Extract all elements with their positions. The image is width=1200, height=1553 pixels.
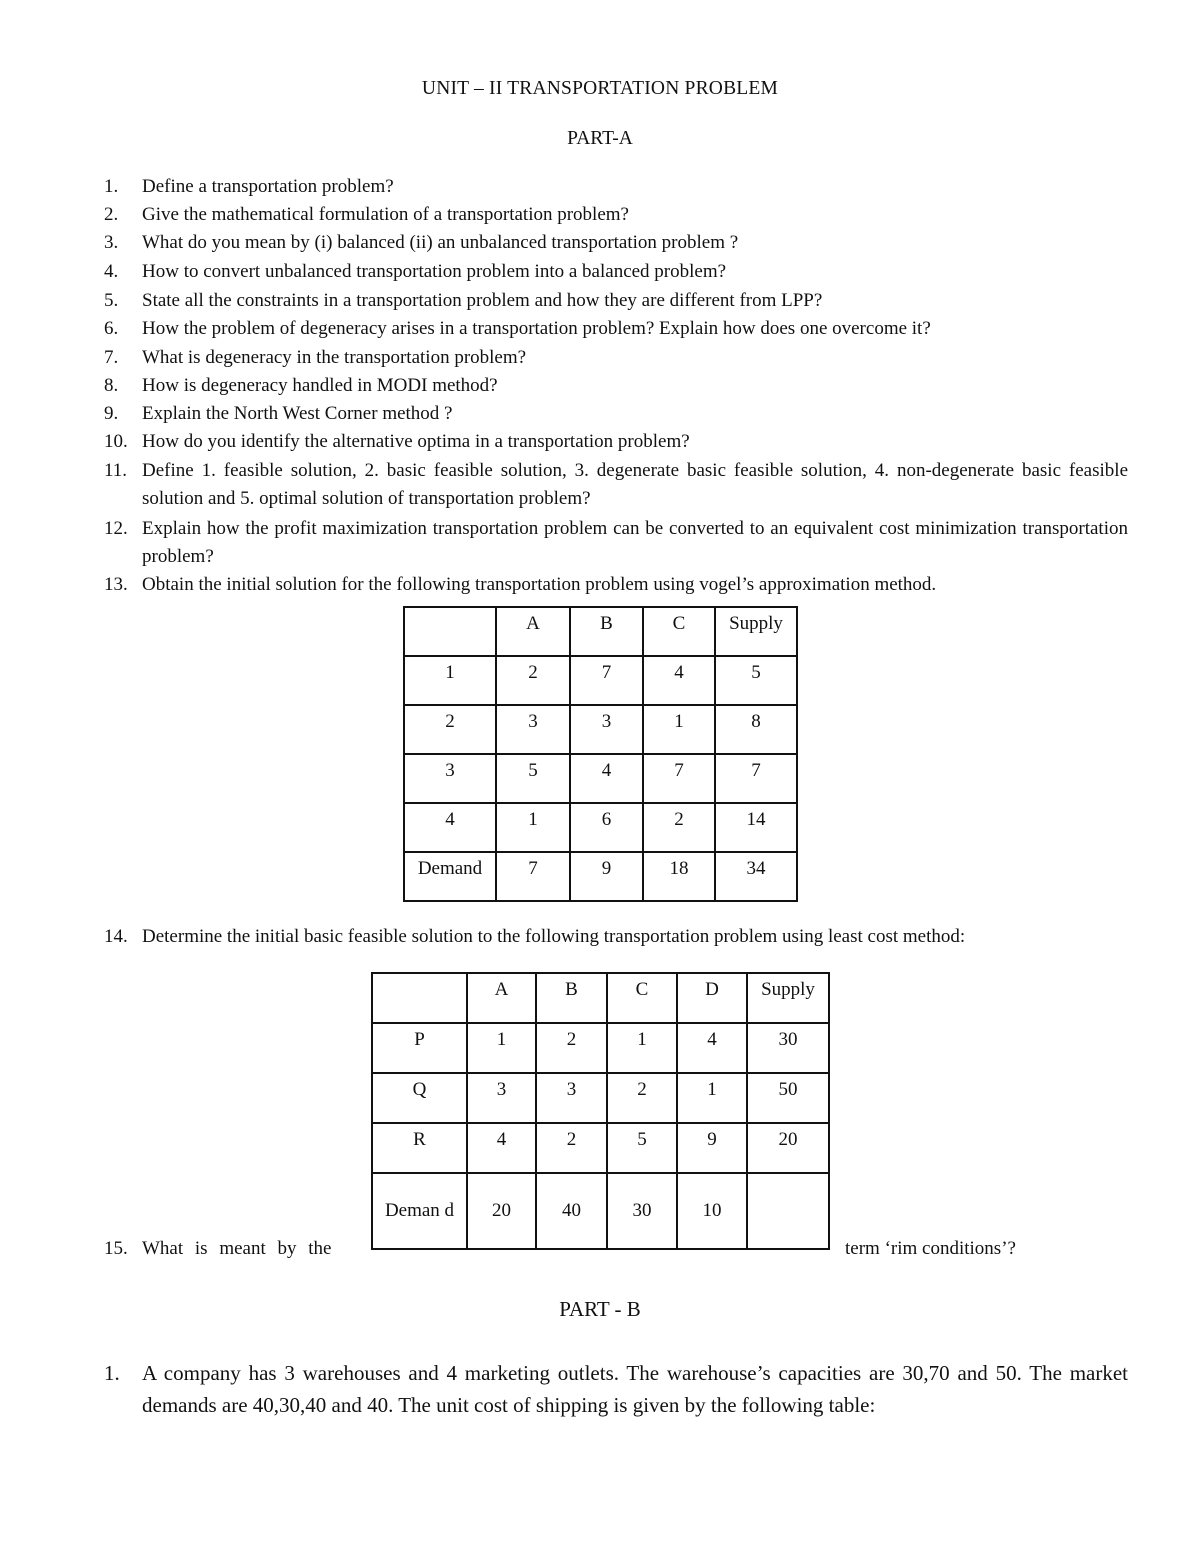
- table-cell: 1: [677, 1073, 747, 1123]
- question-number: 10.: [104, 431, 128, 452]
- question-text: State all the constraints in a transportation problem and how they are different from LPP?: [142, 290, 823, 311]
- row-label-cell: P: [372, 1023, 467, 1073]
- question-text: Explain how the profit maximization transportation problem can be converted to an equivalent cost minimization transportation problem?: [142, 518, 1128, 567]
- table-cell: 5: [715, 656, 797, 705]
- table-cell: 3: [467, 1073, 536, 1123]
- row-label-cell: R: [372, 1123, 467, 1173]
- question-2: [104, 201, 1128, 229]
- row-label-cell: Q: [372, 1073, 467, 1123]
- table-cell: 6: [570, 803, 643, 852]
- question-number: 11.: [104, 460, 128, 481]
- question-text: Define a transportation problem?: [142, 176, 394, 197]
- question-number: 5.: [104, 290, 119, 311]
- table-cell: 7: [496, 852, 570, 901]
- table-cell: 2: [643, 803, 715, 852]
- table-cell: 7: [570, 656, 643, 705]
- question-11: [104, 457, 1128, 513]
- table-cell: 4: [570, 754, 643, 803]
- question-number: 1.: [104, 1361, 120, 1385]
- question-number: 2.: [104, 204, 119, 225]
- table-header-cell: A: [467, 973, 536, 1023]
- table-cell: 10: [677, 1173, 747, 1249]
- question-number: 6.: [104, 318, 119, 339]
- question-text: How the problem of degeneracy arises in a transportation problem? Explain how does one overcome it?: [142, 318, 931, 339]
- table-row: [404, 852, 797, 901]
- row-label-cell: 4: [404, 803, 496, 852]
- question-9: [104, 400, 1128, 428]
- question-text: How is degeneracy handled in MODI method?: [142, 375, 498, 396]
- question-number: 15.: [104, 1238, 128, 1259]
- table-cell: 9: [677, 1123, 747, 1173]
- table-row: [372, 1123, 829, 1173]
- least-cost-table: [371, 972, 830, 1250]
- question-text-left: What is meant by the: [142, 1238, 332, 1259]
- table-cell: 2: [536, 1123, 607, 1173]
- table-cell: 8: [715, 705, 797, 754]
- question-number: 14.: [104, 926, 128, 947]
- question-number: 12.: [104, 518, 128, 539]
- table-cell: 14: [715, 803, 797, 852]
- question-number: 1.: [104, 176, 119, 197]
- question-5: [104, 287, 1128, 315]
- question-text: What is degeneracy in the transportation problem?: [142, 347, 527, 368]
- question-number: 13.: [104, 574, 128, 595]
- row-label-cell: 1: [404, 656, 496, 705]
- question-number: 3.: [104, 232, 119, 253]
- table-cell: 9: [570, 852, 643, 901]
- table-header-cell: Supply: [715, 607, 797, 656]
- table-header-row: [404, 607, 797, 656]
- question-text: Give the mathematical formulation of a transportation problem?: [142, 204, 629, 225]
- table-cell: 18: [643, 852, 715, 901]
- table-cell: 2: [536, 1023, 607, 1073]
- table-cell: 1: [496, 803, 570, 852]
- row-label-cell: Deman d: [372, 1173, 467, 1249]
- table-row: [404, 803, 797, 852]
- question-number: 7.: [104, 347, 119, 368]
- question-number: 4.: [104, 261, 119, 282]
- table-cell: 2: [496, 656, 570, 705]
- table-header-cell: C: [607, 973, 677, 1023]
- table-cell: [404, 607, 496, 656]
- table-row: [404, 656, 797, 705]
- question-text: Explain the North West Corner method ?: [142, 403, 453, 424]
- row-label-cell: 3: [404, 754, 496, 803]
- table-header-cell: A: [496, 607, 570, 656]
- table-cell: 5: [607, 1123, 677, 1173]
- table-header-row: [372, 973, 829, 1023]
- table-cell: 3: [536, 1073, 607, 1123]
- question-1: [104, 173, 1128, 201]
- table-cell: 7: [643, 754, 715, 803]
- table-header-cell: B: [570, 607, 643, 656]
- table-cell: 3: [496, 705, 570, 754]
- table-cell: 30: [607, 1173, 677, 1249]
- question-text-right: term ‘rim conditions’?: [845, 1238, 1016, 1259]
- question-number: 9.: [104, 403, 119, 424]
- table-cell: 1: [643, 705, 715, 754]
- table-row: [404, 705, 797, 754]
- question-4: [104, 258, 1128, 286]
- table-cell: 2: [607, 1073, 677, 1123]
- table-cell: 20: [467, 1173, 536, 1249]
- table-cell: 1: [467, 1023, 536, 1073]
- question-3: [104, 229, 1128, 257]
- question-number: 8.: [104, 375, 119, 396]
- question-text: Obtain the initial solution for the following transportation problem using vogel’s approximation method.: [142, 574, 937, 595]
- table-row: [372, 1073, 829, 1123]
- table-cell: 4: [677, 1023, 747, 1073]
- table-header-cell: Supply: [747, 973, 829, 1023]
- row-label-cell: 2: [404, 705, 496, 754]
- page-title: UNIT – II TRANSPORTATION PROBLEM: [421, 78, 779, 99]
- question-13: [104, 571, 1128, 599]
- table-row: [372, 1023, 829, 1073]
- row-label-cell: Demand: [404, 852, 496, 901]
- question-text: How do you identify the alternative optima in a transportation problem?: [142, 431, 690, 452]
- table-cell: 40: [536, 1173, 607, 1249]
- table-cell: [372, 973, 467, 1023]
- question-6: [104, 315, 1128, 343]
- table-cell: 7: [715, 754, 797, 803]
- question-text: How to convert unbalanced transportation problem into a balanced problem?: [142, 261, 727, 282]
- table-cell: 50: [747, 1073, 829, 1123]
- question-14: [104, 923, 1128, 951]
- table-cell: 3: [570, 705, 643, 754]
- question-15: [104, 1238, 1128, 1264]
- table-cell: 1: [607, 1023, 677, 1073]
- table-header-cell: D: [677, 973, 747, 1023]
- question-text: A company has 3 warehouses and 4 marketing outlets. The warehouse’s capacities are 30,70 and 50. The market demands are 40,30,40 and 40. The unit cost of shipping is given by the following table:: [142, 1361, 1128, 1417]
- part-a-heading: PART-A: [567, 128, 633, 149]
- table-cell: 34: [715, 852, 797, 901]
- question-10: [104, 428, 1128, 456]
- question-text: Determine the initial basic feasible solution to the following transportation problem using least cost method:: [142, 926, 966, 947]
- part-b-heading: PART - B: [559, 1297, 641, 1321]
- question-7: [104, 344, 1128, 372]
- part-b-question-1: [104, 1357, 1128, 1421]
- table-row: [404, 754, 797, 803]
- table-header-cell: C: [643, 607, 715, 656]
- table-header-cell: B: [536, 973, 607, 1023]
- table-cell: 4: [467, 1123, 536, 1173]
- table-cell: 20: [747, 1123, 829, 1173]
- table-cell: 30: [747, 1023, 829, 1073]
- table-cell: 4: [643, 656, 715, 705]
- table-cell: 5: [496, 754, 570, 803]
- question-text: Define 1. feasible solution, 2. basic feasible solution, 3. degenerate basic feasible solution, 4. non-degenerate basic feasible solution and 5. optimal solution of transportation problem?: [142, 460, 1128, 509]
- vam-cost-table: [403, 606, 798, 902]
- question-12: [104, 515, 1128, 571]
- question-8: [104, 372, 1128, 400]
- question-text: What do you mean by (i) balanced (ii) an unbalanced transportation problem ?: [142, 232, 739, 253]
